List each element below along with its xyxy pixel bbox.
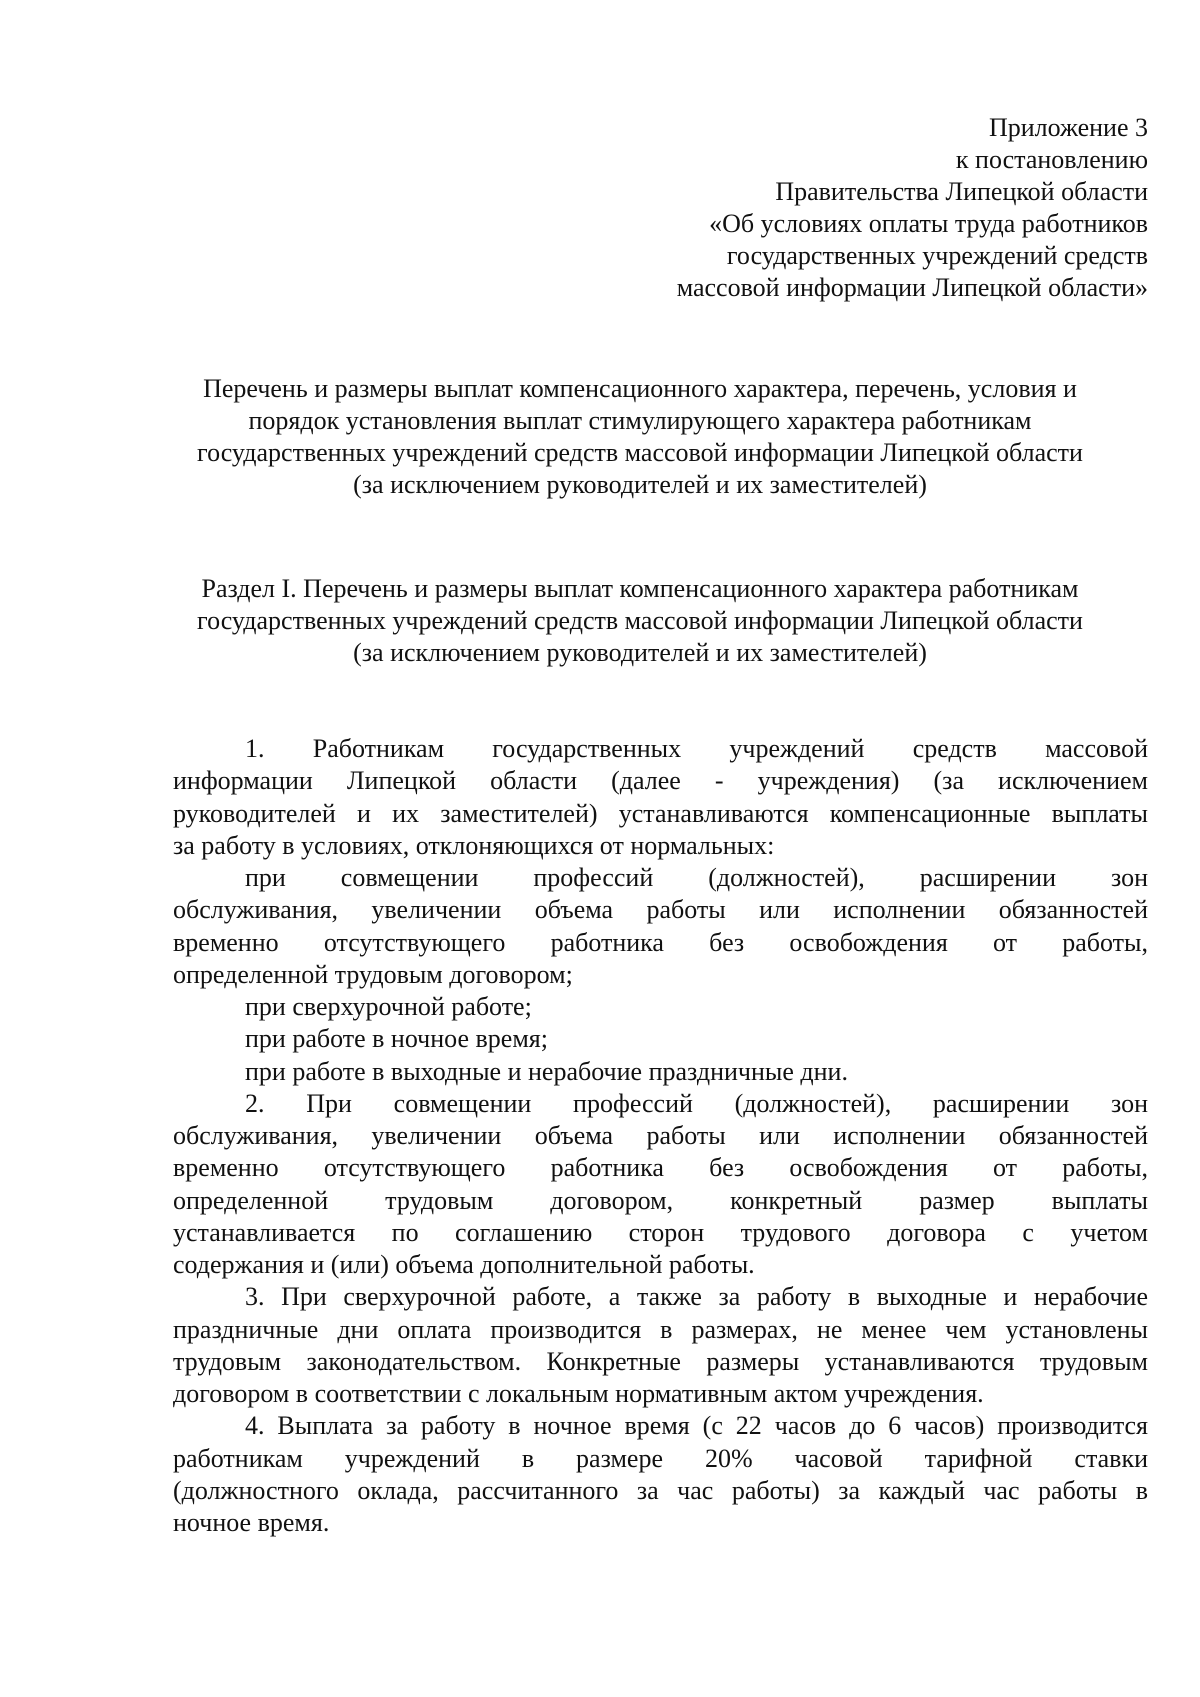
paragraph-line: устанавливается по соглашению сторон трудового договора с учетом: [173, 1217, 1148, 1247]
paragraph-line: (должностного оклада, рассчитанного за час работы) за каждый час работы в: [173, 1475, 1148, 1505]
paragraph-line: определенной трудовым договором;: [173, 959, 573, 989]
section-heading-line: Раздел I. Перечень и размеры выплат компенсационного характера работникам: [201, 574, 1079, 603]
title-line: порядок установления выплат стимулирующего характера работникам: [248, 406, 1032, 435]
paragraph-line: 3. При сверхурочной работе, а также за работу в выходные и нерабочие: [245, 1282, 1148, 1312]
title-line: (за исключением руководителей и их заместителей): [353, 470, 927, 499]
paragraph-line: работникам учреждений в размере 20% часовой тарифной ставки: [173, 1443, 1148, 1473]
paragraph-line: обслуживания, увеличении объема работы или исполнении обязанностей: [173, 1121, 1148, 1150]
paragraph-line: ночное время.: [173, 1508, 330, 1537]
document-title: [120, 373, 1160, 501]
paragraph-line: определенной трудовым договором, конкретный размер выплаты: [173, 1185, 1148, 1215]
paragraph-line: при совмещении профессий (должностей), расширении зон: [245, 863, 1148, 892]
paragraph-line: содержания и (или) объема дополнительной работы.: [173, 1250, 755, 1279]
section-heading-line: (за исключением руководителей и их заместителей): [353, 638, 927, 667]
paragraph-line: при работе в выходные и нерабочие праздничные дни.: [245, 1056, 848, 1086]
paragraph-line: информации Липецкой области (далее - учреждения) (за исключением: [173, 766, 1148, 796]
section-heading-line: государственных учреждений средств массовой информации Липецкой области: [197, 606, 1083, 635]
appendix-line: Приложение 3: [988, 113, 1148, 142]
paragraph-line: руководителей и их заместителей) устанавливаются компенсационные выплаты: [173, 798, 1148, 828]
paragraph-line: 4. Выплата за работу в ночное время (с 22 часов до 6 часов) производится: [245, 1411, 1148, 1441]
appendix-line: Правительства Липецкой области: [775, 177, 1148, 206]
paragraph-line: 1. Работникам государственных учреждений средств массовой: [245, 734, 1148, 763]
appendix-line: государственных учреждений средств: [726, 241, 1148, 270]
paragraph-line: трудовым законодательством. Конкретные размеры устанавливаются трудовым: [173, 1346, 1148, 1376]
title-line: Перечень и размеры выплат компенсационного характера, перечень, условия и: [203, 374, 1077, 403]
appendix-line: к постановлению: [955, 145, 1148, 174]
paragraph-line: праздничные дни оплата производится в размерах, не менее чем установлены: [173, 1314, 1148, 1344]
appendix-line: «Об условиях оплаты труда работников: [709, 209, 1148, 238]
paragraph-line: при сверхурочной работе;: [245, 992, 532, 1021]
paragraph-line: договором в соответствии с локальным нормативным актом учреждения.: [173, 1379, 984, 1408]
paragraph-line: временно отсутствующего работника без освобождения от работы,: [173, 1153, 1148, 1183]
paragraph-line: при работе в ночное время;: [245, 1024, 548, 1054]
section-heading: [120, 573, 1160, 669]
paragraph-line: обслуживания, увеличении объема работы или исполнении обязанностей: [173, 895, 1148, 925]
title-line: государственных учреждений средств массовой информации Липецкой области: [197, 438, 1083, 467]
body-text: [173, 733, 1148, 1539]
appendix-header: [448, 112, 1148, 304]
paragraph-line: временно отсутствующего работника без освобождения от работы,: [173, 927, 1148, 957]
paragraph-line: за работу в условиях, отклоняющихся от нормальных:: [173, 830, 775, 860]
appendix-line: массовой информации Липецкой области»: [676, 273, 1148, 302]
paragraph-line: 2. При совмещении профессий (должностей), расширении зон: [245, 1088, 1148, 1118]
